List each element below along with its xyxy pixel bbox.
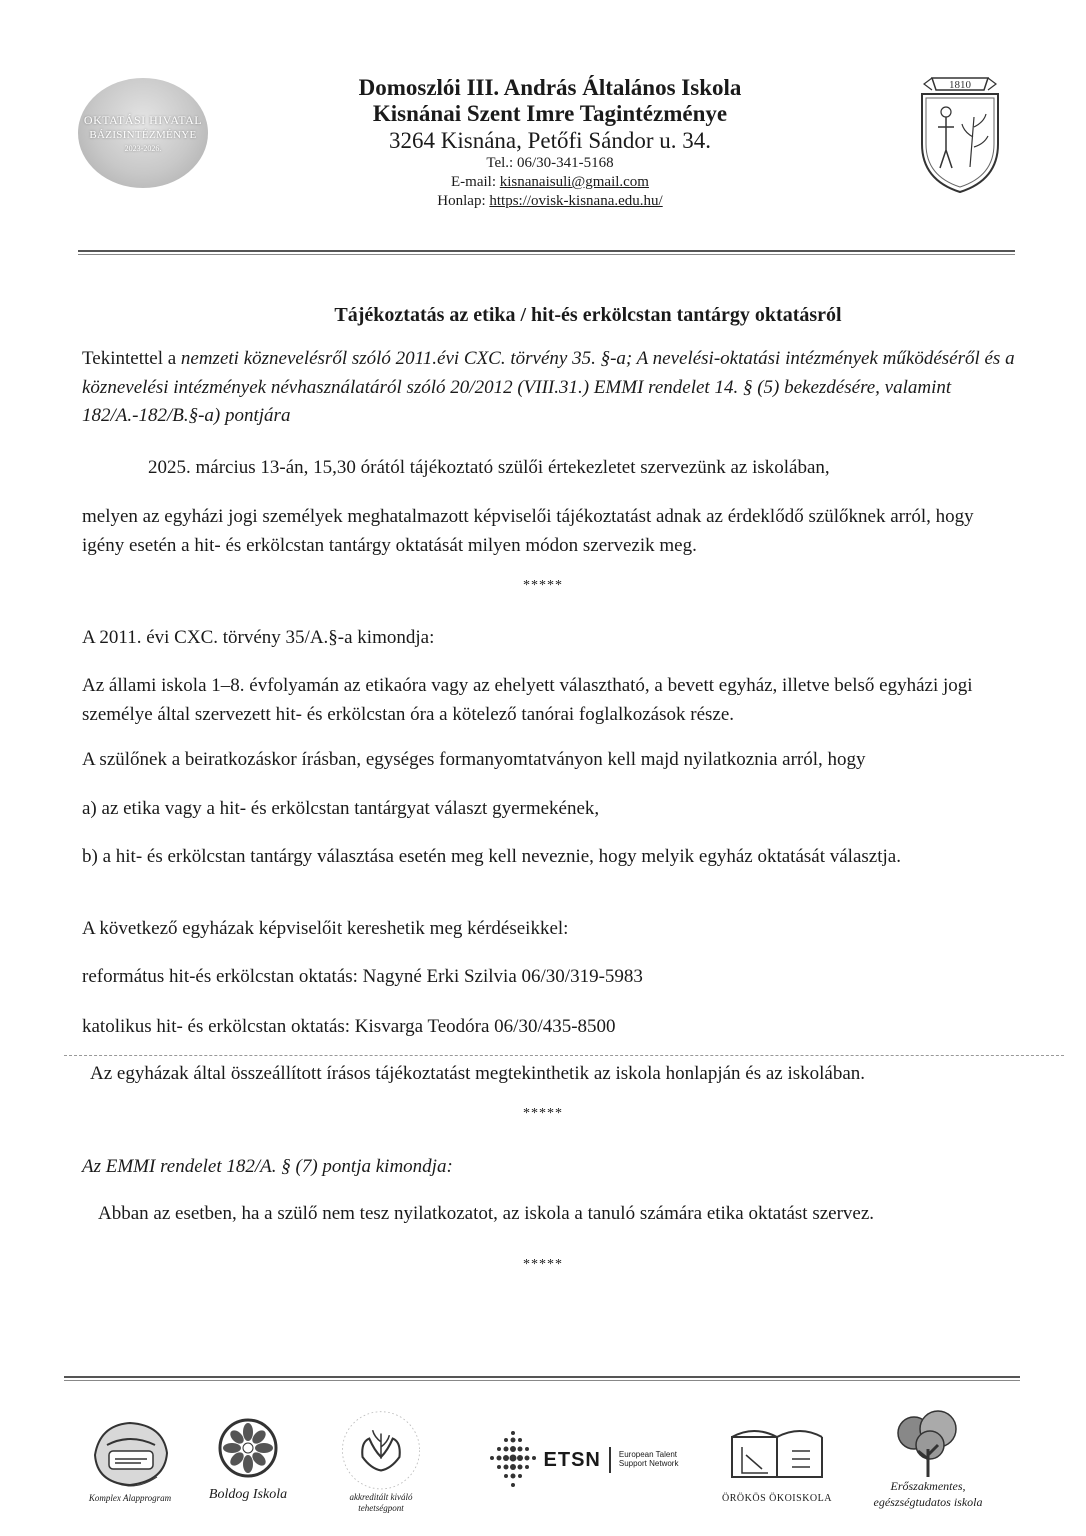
green-school-badge-icon xyxy=(85,1415,175,1493)
website-line xyxy=(230,192,870,211)
seal-line-3: 2023-2026. xyxy=(124,144,162,153)
nonviolent-school-logo xyxy=(858,1405,998,1515)
footer-divider-thin xyxy=(64,1380,1020,1381)
seal-line-2: BÁZISINTÉZMÉNYE xyxy=(89,129,197,141)
logo-caption: Boldog Iskola xyxy=(208,1486,288,1502)
school-header xyxy=(230,75,870,211)
school-name: Domoszlói III. András Általános Iskola xyxy=(358,75,742,100)
section-separator: ***** xyxy=(523,1257,563,1272)
option-a: a) az etika vagy a hit- és erkölcstan tantárgyat választ gyermekének, xyxy=(82,798,600,819)
etsn-dots-icon xyxy=(482,1427,544,1493)
info-location: Az egyházak által összeállított írásos tájékoztatást megtekinthetik az iskola honlapján és az iskolában. xyxy=(90,1063,866,1084)
logo-caption: ÖRÖKÖS ÖKOISKOLA xyxy=(722,1492,832,1504)
phone-line xyxy=(230,154,870,173)
okoiskola-logo xyxy=(712,1405,842,1515)
logo-caption: Komplex Alapprogram xyxy=(88,1493,172,1504)
flower-mandala-icon xyxy=(216,1416,280,1480)
oktatasi-hivatal-seal xyxy=(78,78,208,188)
law-reference: A 2011. évi CXC. törvény 35/A.§-a kimondja: xyxy=(82,627,435,648)
healthy-tree-icon xyxy=(890,1409,966,1479)
contacts-intro: A következő egyházak képviselőit kereshetik meg kérdéseikkel: xyxy=(82,918,569,939)
talent-point-logo xyxy=(326,1405,436,1515)
legal-basis-lead: Tekintettel a xyxy=(82,348,181,369)
email-link[interactable]: kisnanaisuli@gmail.com xyxy=(499,174,649,191)
legal-basis-citation: nemzeti köznevelésről szóló 2011.évi CXC. törvény 35. §-a; A nevelési-oktatási intézmények működéséről és a köznevelési intézmények névhasználatáról szóló 20/2012 (VIII.31.) EMMI rendelet 14. § (5) bekezdésére, valamint 182/A.-182/B.§-a) pontjára xyxy=(82,348,1015,426)
header-divider-thin xyxy=(78,254,1015,255)
document-title: Tájékoztatás az etika / hit-és erkölcstan tantárgy oktatásról xyxy=(334,304,842,326)
etsn-wordmark: ETSN xyxy=(543,1448,601,1471)
website-link[interactable]: https://ovisk-kisnana.edu.hu/ xyxy=(489,192,663,209)
village-crest-icon xyxy=(910,72,1010,197)
emmi-reference: Az EMMI rendelet 182/A. § (7) pontja kimondja: xyxy=(82,1156,453,1177)
branch-name: Kisnánai Szent Imre Tagintézménye xyxy=(372,101,728,127)
header-divider xyxy=(78,250,1015,252)
legal-basis-paragraph xyxy=(82,345,1016,431)
email-line xyxy=(230,173,870,192)
phone-label: Tel.: xyxy=(486,155,514,172)
contact-catholic: katolikus hit- és erkölcstan oktatás: Kisvarga Teodóra 06/30/435-8500 xyxy=(82,1016,616,1037)
parent-declaration: A szülőnek a beiratkozáskor írásban, egységes formanyomtatványon kell majd nyilatkoznia arról, hogy xyxy=(82,749,866,770)
etsn-sub-line-1: European Talent xyxy=(618,1450,677,1460)
boldog-iskola-logo xyxy=(198,1405,298,1515)
green-school-logo xyxy=(80,1405,180,1515)
option-b: b) a hit- és erkölcstan tantárgy választása esetén meg kell neveznie, hogy melyik egyház oktatását választja. xyxy=(82,846,901,867)
section-separator: ***** xyxy=(523,1106,563,1121)
meeting-announcement: 2025. március 13-án, 15,30 órától tájékoztató szülői értekezletet szervezünk az iskolában, xyxy=(148,457,830,478)
contact-reformed: református hit-és erkölcstan oktatás: Nagyné Erki Szilvia 06/30/319-5983 xyxy=(82,966,643,987)
website-label: Honlap: xyxy=(437,192,486,209)
scan-line xyxy=(64,1055,1064,1056)
crest-year: 1810 xyxy=(949,79,971,91)
etsn-logo xyxy=(470,1405,690,1515)
open-book-house-icon xyxy=(722,1417,832,1489)
seal-line-1: OKTATÁSI HIVATAL xyxy=(83,113,203,127)
logo-caption-line-1: Erőszakmentes, xyxy=(890,1479,966,1494)
phone-number: 06/30-341-5168 xyxy=(516,155,614,172)
section-separator: ***** xyxy=(523,578,563,593)
etsn-sub-line-2: Support Network xyxy=(618,1459,679,1468)
emmi-text: Abban az esetben, ha a szülő nem tesz nyilatkozatot, az iskola a tanuló számára etika oktatást szervez. xyxy=(98,1203,875,1224)
email-label: E-mail: xyxy=(451,174,497,191)
talent-hands-icon xyxy=(327,1405,435,1496)
etsn-subtitle xyxy=(619,1451,679,1469)
meeting-detail: melyen az egyházi jogi személyek meghatalmazott képviselői tájékoztatást adnak az érdeklődő szülőknek arról, hogy igény esetén a hit- és erkölcstan tantárgy oktatását milyen módon szervezik meg. xyxy=(82,506,974,556)
law-text: Az állami iskola 1–8. évfolyamán az etikaóra vagy az ehelyett választható, a bevett egyház, illetve belső egyházi jogi személye által szervezett hit- és erkölcstan óra a kötelező tanórai foglalkozások része. xyxy=(82,675,973,725)
school-address: 3264 Kisnána, Petőfi Sándor u. 34. xyxy=(389,127,711,153)
logo-caption-line-2: egészségtudatos iskola xyxy=(873,1495,983,1509)
logo-caption: akkreditált kiváló tehetségpont xyxy=(349,1491,413,1514)
footer-divider xyxy=(64,1376,1020,1378)
